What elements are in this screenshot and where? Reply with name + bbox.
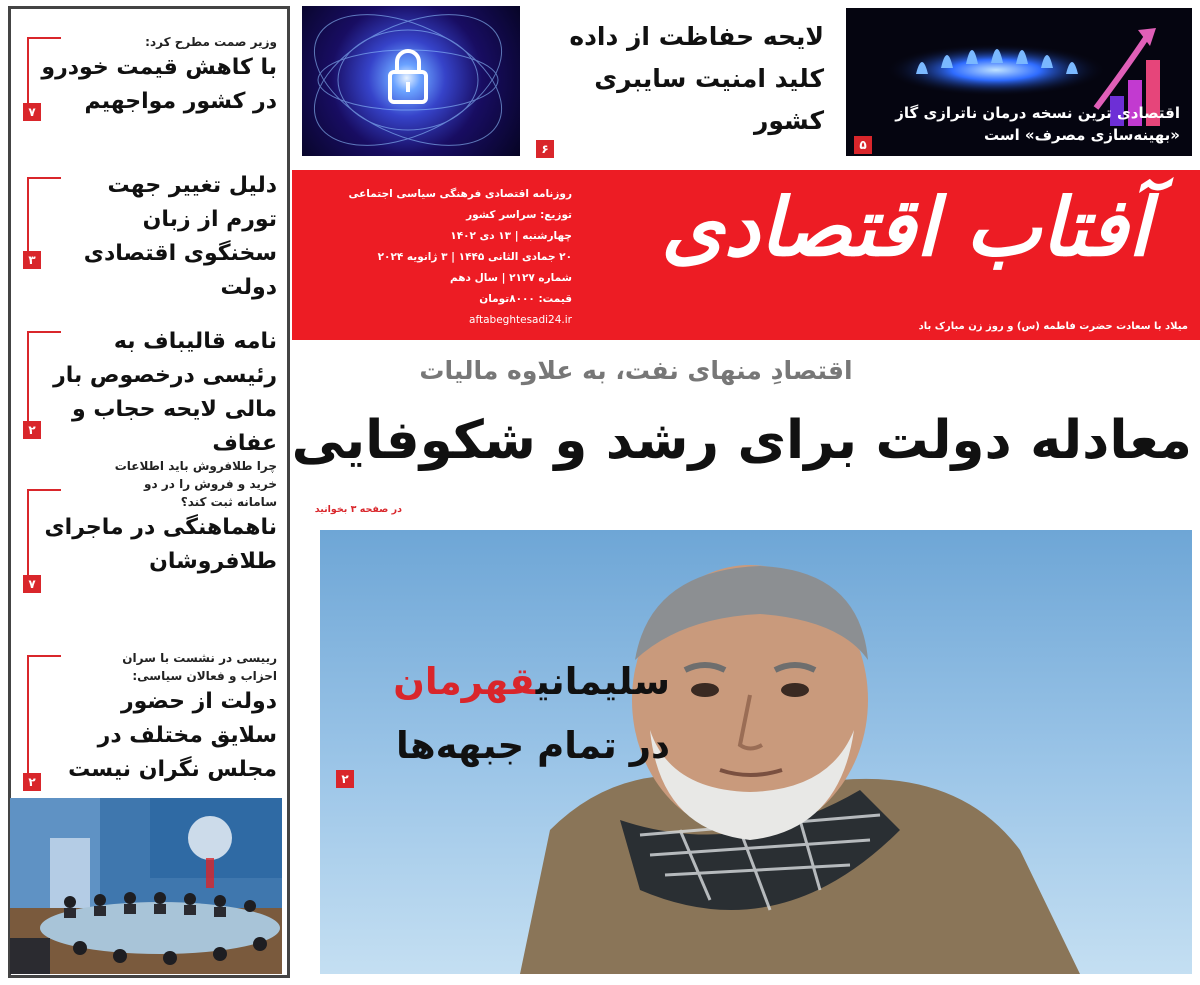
gas-headline: اقتصادی ترین نسخه درمان ناترازی گاز «بهینه‌سازی مصرف» است	[895, 104, 1180, 144]
issue-price: قیمت: ۸۰۰۰تومان	[479, 293, 572, 305]
page-number-badge: ۲	[23, 421, 41, 439]
cyber-headline: لایحه حفاظت از داده کلید امنیت سایبری کشور	[569, 22, 824, 135]
padlock-icon	[302, 6, 520, 156]
red-rule	[27, 331, 29, 435]
page-number-badge: ۶	[536, 140, 554, 158]
story-headline: نامه قالیباف به رئیسی درخصوص بار مالی لایحه حجاب و عفاف	[53, 329, 277, 456]
red-rule	[27, 37, 61, 39]
red-rule	[27, 489, 29, 585]
newspaper-logo[interactable]: آفتاب اقتصادی	[661, 180, 1150, 274]
page-number-badge: ۷	[23, 575, 41, 593]
page-number-badge: ۲	[336, 770, 354, 788]
issue-date-other: ۲۰ جمادی الثانی ۱۴۴۵ | ۳ ژانویه ۲۰۲۴	[377, 251, 572, 263]
masthead	[292, 170, 1200, 340]
masthead-tagline: میلاد با سعادت حضرت فاطمه (س) و روز زن مبارک باد	[918, 321, 1188, 332]
photo-headline-line2: در تمام جبهه‌ها	[396, 724, 670, 767]
sidebar-story-1[interactable]	[11, 33, 287, 119]
cyber-security-teaser[interactable]	[302, 6, 824, 166]
meeting-illustration	[10, 798, 282, 974]
photo-headline-line1	[350, 650, 670, 714]
distribution-info: توزیع: سراسر کشور	[466, 209, 572, 221]
issue-number: شماره ۲۱۲۷ | سال دهم	[450, 272, 572, 284]
photo-headline-highlight: قهرمان	[393, 660, 536, 703]
sidebar-story-2[interactable]	[11, 169, 287, 305]
issue-date-shamsi: چهارشنبه | ۱۳ دی ۱۴۰۲	[450, 230, 572, 242]
story-headline: ناهماهنگی در ماجرای طلافروشان	[44, 515, 277, 574]
red-rule	[27, 655, 61, 657]
main-story-kicker: اقتصادِ منهای نفت، به علاوه مالیات	[419, 356, 853, 385]
cyber-lock-photo	[302, 6, 520, 156]
sidebar-story-5[interactable]	[11, 649, 287, 787]
story-headline: دلیل تغییر جهت تورم از زبان سخنگوی اقتصادی دولت	[83, 173, 277, 300]
page-number-badge: ۲	[23, 773, 41, 791]
page-number-badge: ۵	[854, 136, 872, 154]
photo-headline-name: سلیمانی	[535, 660, 670, 703]
main-story-page-ref: در صفحه ۳ بخوانید	[314, 504, 402, 515]
story-kicker: وزیر صمت مطرح کرد:	[145, 35, 277, 49]
red-rule	[27, 655, 29, 781]
story-kicker: چرا طلافروش باید اطلاعات خرید و فروش را در دو سامانه ثبت کند؟	[114, 459, 277, 509]
issue-info	[332, 184, 572, 331]
website-link[interactable]: aftabeghtesadi24.ir	[469, 314, 572, 326]
cabinet-meeting-photo[interactable]	[10, 798, 282, 974]
sidebar-story-4[interactable]	[11, 457, 287, 591]
main-story-headline[interactable]: معادله دولت برای رشد و شکوفایی	[291, 410, 1192, 471]
red-rule	[27, 489, 61, 491]
red-rule	[27, 331, 61, 333]
sidebar-story-3[interactable]	[11, 325, 287, 461]
soleimani-photo-story[interactable]	[320, 530, 1192, 974]
red-rule	[27, 177, 61, 179]
story-kicker: رییسی در نشست با سران احزاب و فعالان سیاسی:	[122, 651, 277, 683]
gas-teaser[interactable]	[846, 8, 1192, 156]
story-headline: با کاهش قیمت خودرو در کشور مواجهیم	[41, 55, 277, 114]
photo-story-headline	[350, 650, 670, 778]
page-number-badge: ۳	[23, 251, 41, 269]
page-number-badge: ۷	[23, 103, 41, 121]
paper-description: روزنامه اقتصادی فرهنگی سیاسی اجتماعی	[348, 188, 572, 200]
story-headline: دولت از حضور سلایق مختلف در مجلس نگران نیست	[68, 689, 277, 782]
